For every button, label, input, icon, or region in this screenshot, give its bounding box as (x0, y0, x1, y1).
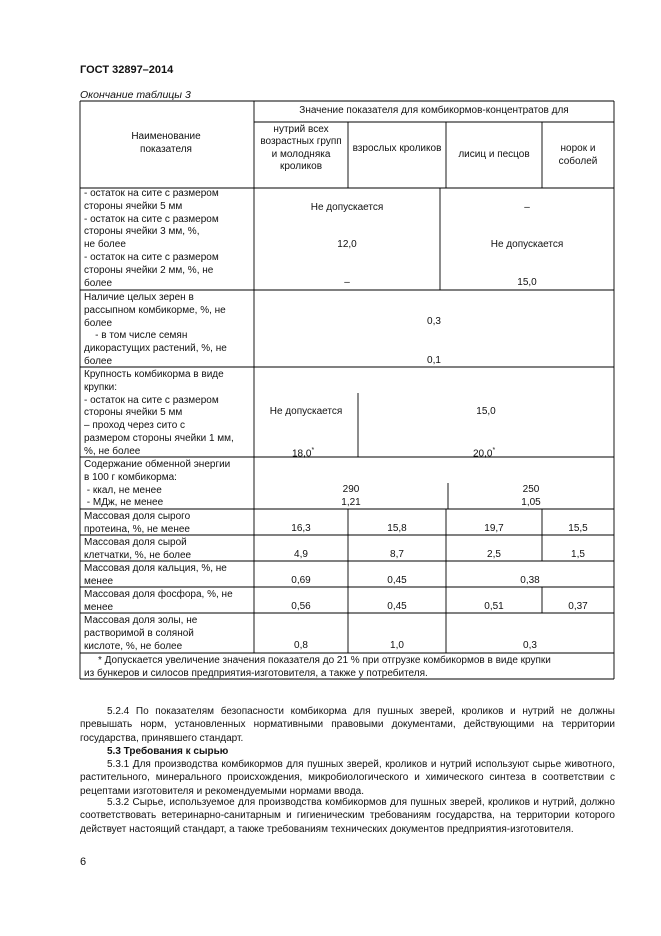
value-cell: 0,51 (484, 601, 504, 612)
header-col-minks: норок и соболей (558, 143, 598, 167)
value-cell: 0,37 (568, 601, 588, 612)
row-calcium-name: Массовая доля кальция, %, не менее (84, 563, 227, 587)
value-cell: 290 (342, 484, 360, 495)
row-sieve-residue-name: - остаток на сите с размером стороны ячейки 5 мм - остаток на сите с размером стороны ячейки 3 мм, %, не более - остаток на сите с размером стороны ячейки 2 мм, %, не более (84, 188, 219, 289)
value-cell: 15,0 (476, 406, 496, 417)
header-col-foxes: лисиц и песцов (458, 149, 530, 160)
value-cell: 8,7 (390, 549, 404, 560)
value-cell: – (344, 277, 350, 288)
value-cell: Не допускается (310, 202, 384, 213)
value-cell: 12,0 (337, 239, 357, 250)
value-cell: 2,5 (487, 549, 501, 560)
document-header: ГОСТ 32897–2014 (80, 64, 174, 76)
row-whole-grains-name: Наличие целых зерен в рассыпном комбикорме, %, не более - в том числе семян дикорастущих растений, %, не более (84, 292, 227, 367)
section-heading-5-3: 5.3 Требования к сырью (107, 746, 229, 757)
value-cell: Не допускается (269, 406, 343, 417)
value-cell: 0,45 (387, 575, 407, 586)
value-cell: 15,0 (517, 277, 537, 288)
table-footnote: * Допускается увеличение значения показателя до 21 % при отгрузке комбикормов в виде крупки из бункеров и силосов предприятия-изготовителя, а также у потребителя. (84, 655, 551, 679)
value-cell: 16,3 (291, 523, 311, 534)
value-cell: 1,05 (521, 497, 541, 508)
value-cell: 20,0* (473, 447, 496, 460)
value-cell: 1,0 (390, 640, 404, 651)
header-col-nutria: нутрий всех возрастных групп и молодняка кроликов (260, 124, 342, 173)
paragraph-5-3-1: 5.3.1 Для производства комбикормов для пушных зверей, кроликов и нутрий используют сырье животного, растительного, минерального происхождения, микробиологического и химического синтеза в соответствии с рецептами изготовителя и рекомендуемыми нормами ввода. (80, 759, 615, 797)
value-cell: 0,38 (520, 575, 540, 586)
row-energy-name: Содержание обменной энергии в 100 г комбикорма: - ккал, не менее - МДж, не менее (84, 459, 231, 509)
value-cell: 250 (522, 484, 540, 495)
value-cell: 1,21 (341, 497, 361, 508)
value-cell: 19,7 (484, 523, 504, 534)
value-cell: 15,5 (568, 523, 588, 534)
header-name-column: Наименование показателя (131, 131, 201, 155)
value-cell: 0,56 (291, 601, 311, 612)
value-cell: 0,8 (294, 640, 308, 651)
value-cell: Не допускается (490, 239, 564, 250)
page-number: 6 (80, 856, 87, 868)
header-group-title: Значение показателя для комбикормов-концентратов для (299, 105, 569, 116)
row-fiber-name: Массовая доля сырой клетчатки, %, не более (84, 537, 192, 561)
value-cell: 0,1 (427, 355, 441, 366)
paragraph-5-2-4: 5.2.4 По показателям безопасности комбикорма для пушных зверей, кроликов и нутрий не должны превышать норм, установленных нормативными правовыми документами, действующими на территории государства, принявшего стандарт. (80, 706, 615, 744)
header-col-rabbits: взрослых кроликов (352, 143, 442, 154)
table-caption: Окончание таблицы 3 (80, 89, 191, 101)
row-phosphorus-name: Массовая доля фосфора, %, не менее (84, 589, 233, 613)
row-protein-name: Массовая доля сырого протеина, %, не менее (84, 511, 191, 535)
value-cell: 0,3 (427, 316, 441, 327)
value-cell: 0,45 (387, 601, 407, 612)
paragraph-5-3-2: 5.3.2 Сырье, используемое для производства комбикормов для пушных зверей, кроликов и нутрий, должно соответствовать ветеринарно-санитарным и гигиеническим требованиям государства, на территории которого действует настоящий стандарт, а также требованиям технических документов предприятия-изготовителя. (80, 797, 615, 835)
value-cell: 1,5 (571, 549, 585, 560)
value-cell: – (524, 202, 530, 213)
value-cell: 4,9 (294, 549, 308, 560)
value-cell: 0,69 (291, 575, 311, 586)
row-particle-size-name: Крупность комбикорма в виде крупки: - остаток на сите с размером стороны ячейки 5 мм – проход через сито с размером стороны ячейки 1 мм, %, не более (84, 369, 234, 457)
value-cell: 18,0* (292, 447, 315, 460)
value-cell: 0,3 (523, 640, 537, 651)
row-ash-name: Массовая доля золы, не растворимой в соляной кислоте, %, не более (84, 615, 198, 652)
value-cell: 15,8 (387, 523, 407, 534)
